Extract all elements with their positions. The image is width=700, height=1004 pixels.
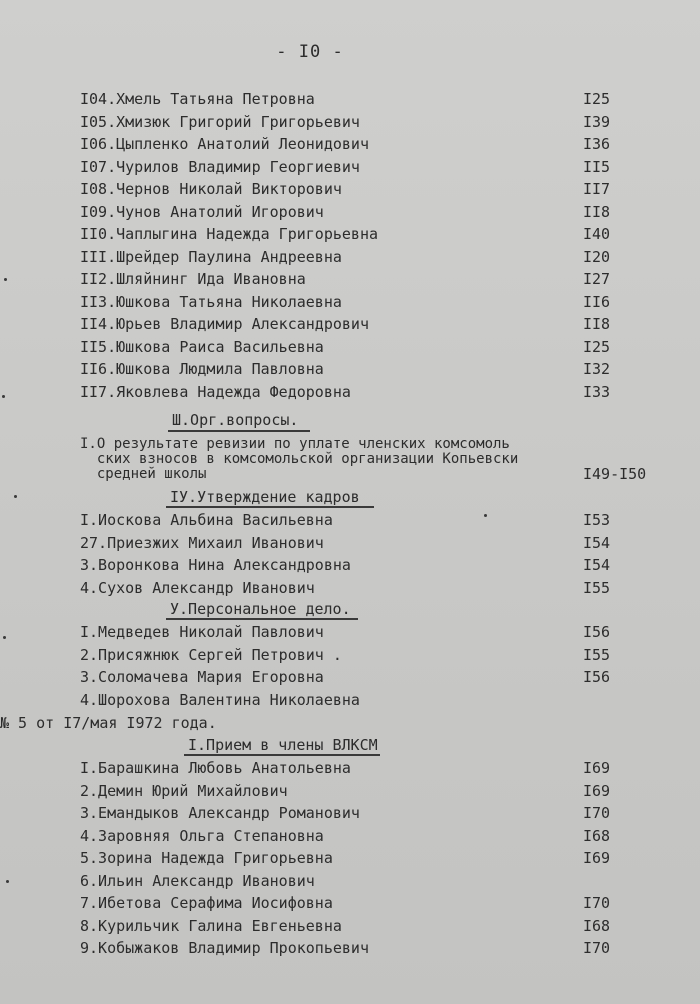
list-item-page: I69: [583, 849, 611, 867]
scan-speck: [6, 880, 9, 883]
list-item: I.Барашкина Любовь Анатольевна: [80, 759, 351, 777]
list-item: II2.Шляйнинг Ида Ивановна: [80, 270, 306, 288]
heading-underline: [166, 618, 358, 620]
list-item-page: I56: [583, 623, 611, 641]
section-heading-org: Ш.Орг.вопросы.: [172, 411, 299, 429]
list-item-page: I39: [583, 112, 611, 131]
list-item: 3.Воронкова Нина Александровна: [80, 556, 351, 574]
heading-underline: [168, 430, 310, 432]
scan-speck: [484, 514, 487, 517]
protocol-line: № 5 от I7/мая I972 года.: [0, 714, 217, 732]
list-item: II7.Яковлева Надежда Федоровна: [80, 382, 351, 401]
list-item-page: I36: [583, 135, 611, 153]
list-item-page: I25: [583, 90, 611, 108]
list-item-page: I55: [583, 645, 611, 664]
heading-underline: [184, 754, 380, 756]
scan-speck: [4, 278, 7, 281]
list-item: 3.Емандыков Александр Романович: [80, 804, 360, 822]
list-item-page: I56: [583, 668, 611, 686]
section-heading-cadres: IУ.Утверждение кадров: [170, 488, 360, 506]
list-item: 27.Приезжих Михаил Иванович: [80, 533, 324, 552]
org-item-line-3: средней школы: [80, 466, 207, 482]
page-number: - I0 -: [276, 42, 344, 62]
list-item-page: I69: [583, 781, 611, 800]
list-item-page: II5: [583, 157, 611, 176]
list-item: 2.Присяжнюк Сергей Петрович .: [80, 645, 342, 664]
list-item: 9.Кобыжаков Владимир Прокопьевич: [80, 939, 369, 957]
list-item-page: II7: [583, 180, 611, 198]
list-item-page: I69: [583, 759, 611, 777]
list-item: II0.Чаплыгина Надежда Григорьевна: [80, 225, 379, 243]
list-item: I04.Хмель Татьяна Петровна: [80, 90, 315, 108]
org-item-line-2: ских взносов в комсомольской организации Копьевски: [80, 451, 519, 467]
list-item: I.Медведев Николай Павлович: [80, 623, 324, 641]
scan-speck: [14, 495, 17, 498]
list-item-page: II6: [583, 292, 611, 311]
list-item-page: I20: [583, 247, 611, 266]
list-item: II3.Юшкова Татьяна Николаевна: [80, 292, 342, 311]
list-item: I05.Хмизюк Григорий Григорьевич: [80, 112, 360, 131]
list-item: 4.Шорохова Валентина Николаевна: [80, 690, 360, 709]
list-item-page: I70: [583, 804, 611, 822]
list-item-page: I32: [583, 360, 611, 378]
list-item: 6.Ильин Александр Иванович: [80, 871, 315, 890]
list-item-page: I70: [583, 939, 611, 957]
org-item-page: I49-I50: [583, 465, 647, 483]
list-item: 3.Соломачева Мария Егоровна: [80, 668, 324, 686]
list-item: 7.Ибетова Серафима Иосифовна: [80, 894, 333, 912]
section-heading-admission: I.Прием в члены ВЛКСМ: [188, 736, 378, 754]
list-item-page: I25: [583, 337, 611, 356]
list-item: 5.Зорина Надежда Григорьевна: [80, 849, 333, 867]
list-item-page: I70: [583, 894, 611, 912]
list-item-page: II8: [583, 315, 611, 333]
list-item: 8.Курильчик Галина Евгеньевна: [80, 916, 342, 935]
list-item: I.Иоскова Альбина Васильевна: [80, 511, 333, 529]
list-item-page: I54: [583, 556, 611, 574]
list-item-page: I55: [583, 578, 611, 597]
list-item: II5.Юшкова Раиса Васильевна: [80, 337, 324, 356]
list-item: II4.Юрьев Владимир Александрович: [80, 315, 369, 333]
heading-underline: [166, 506, 374, 508]
list-item: I08.Чернов Николай Викторович: [80, 180, 342, 198]
scan-speck: [3, 636, 6, 639]
list-item: I09.Чунов Анатолий Игорович: [80, 202, 324, 221]
list-item: 4.Сухов Александр Иванович: [80, 578, 315, 597]
list-item-page: I53: [583, 511, 611, 529]
list-item-page: I27: [583, 270, 611, 288]
list-item-page: I54: [583, 533, 611, 552]
list-item: III.Шрейдер Паулина Андреевна: [80, 247, 342, 266]
scan-speck: [2, 395, 5, 398]
list-item-page: I33: [583, 382, 611, 401]
list-item-page: I40: [583, 225, 611, 243]
list-item-page: I68: [583, 916, 611, 935]
list-item: I07.Чурилов Владимир Георгиевич: [80, 157, 360, 176]
list-item: I06.Цыпленко Анатолий Леонидович: [80, 135, 369, 153]
list-item: 4.Заровняя Ольга Степановна: [80, 826, 324, 845]
list-item-page: I68: [583, 826, 611, 845]
section-heading-personal: У.Персональное дело.: [170, 600, 351, 618]
list-item-page: II8: [583, 202, 611, 221]
org-item-line-1: I.О результате ревизии по уплате членских комсомоль: [80, 436, 510, 452]
list-item: II6.Юшкова Людмила Павловна: [80, 360, 324, 378]
list-item: 2.Демин Юрий Михайлович: [80, 781, 288, 800]
